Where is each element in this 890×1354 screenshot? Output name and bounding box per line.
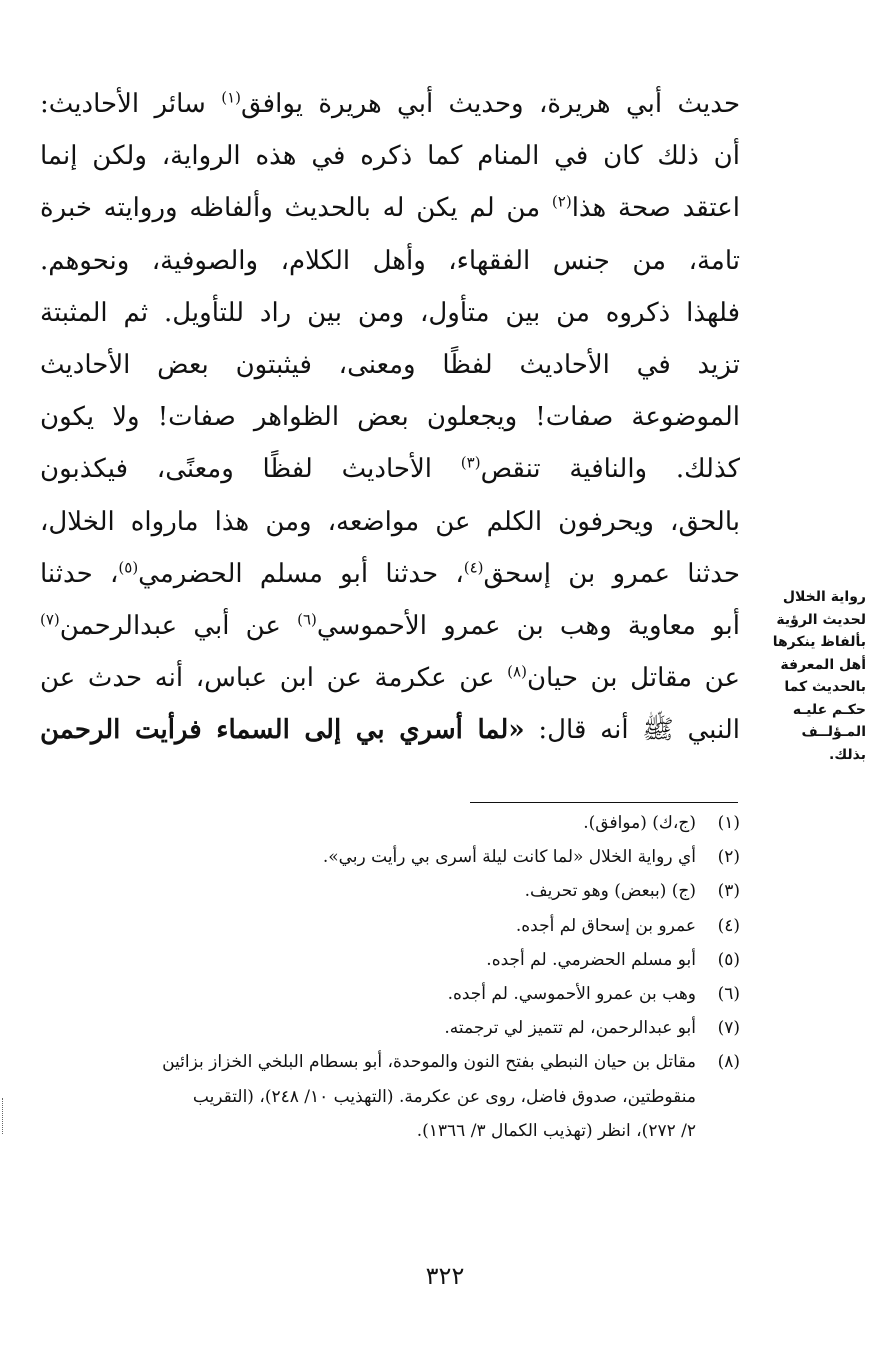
footnote-text: ٢/ ٢٧٢)، انظر (تهذيب الكمال ٣/ ١٣٦٦).: [416, 1120, 696, 1141]
main-text-block: [40, 78, 740, 757]
footnote: [58, 1045, 740, 1148]
footnote-text: (ج) (ببعض) وهو تحريف.: [524, 881, 696, 902]
margin-note-line: بالحديث كما: [784, 679, 866, 695]
footnote-number: (٦): [717, 984, 740, 1005]
footnote: [58, 874, 740, 908]
text-line: الموضوعة صفات! ويجعلون بعض الظواهر صفات! ولا يكون: [40, 402, 740, 433]
footnote-ref[interactable]: (٤): [463, 558, 484, 577]
text-line: اعتقد صحة هذا$^{(٢)}$ من لم يكن له بالحديث وألفاظه وروايته خبرة: [40, 192, 740, 224]
footnote: [58, 909, 740, 943]
hadith-quote: «لما أسري بي إلى السماء فرأيت الرحمن: [40, 715, 525, 746]
footnote-ref[interactable]: (٣): [460, 453, 481, 472]
footnote-separator: [470, 802, 738, 803]
footnote: [58, 806, 740, 840]
text-line: النبي ﷺ أنه قال: «لما أسري بي إلى السماء فرأيت الرحمن: [40, 715, 740, 746]
footnote-ref[interactable]: (٧): [40, 610, 60, 629]
footnote-number: (٣): [717, 881, 740, 902]
text-line: حديث أبي هريرة، وحديث أبي هريرة يوافق$^{(١)}$ سائر الأحاديث:: [40, 88, 740, 119]
margin-note-line: لحديث الرؤية: [776, 611, 866, 628]
footnote-ref[interactable]: (٨): [507, 662, 527, 681]
text-line: تامة، من جنس الفقهاء، وأهل الكلام، والصوفية، ونحوهم.: [40, 245, 740, 276]
footnote-ref[interactable]: (١): [221, 88, 241, 107]
text-line: عن مقاتل بن حيان$^{(٨)}$ عن عكرمة عن ابن عباس، أنه حدث عن: [40, 662, 740, 694]
footnote-text: منقوطتين، صدوق فاضل، روى عن عكرمة. (التهذيب ١٠/ ٢٤٨)، (التقريب: [192, 1086, 696, 1107]
footnote-number: (١): [717, 813, 740, 833]
footnote-ref[interactable]: (٥): [118, 558, 139, 577]
text-line: أبو معاوية وهب بن عمرو الأحموسي$^{(٦)}$ عن أبي عبدالرحمن$^{(٧)}$: [40, 610, 740, 642]
footnote: [58, 1011, 740, 1045]
footnote-text: مقاتل بن حيان النبطي بفتح النون والموحدة، أبو بسطام البلخي الخزاز بزائين: [162, 1052, 696, 1073]
footnote-text: أي رواية الخلال «لما كانت ليلة أسرى بي رأيت ربي».: [322, 847, 696, 868]
margin-note-line: أهل المعرفة: [780, 656, 866, 673]
text-line: أن ذلك كان في المنام كما ذكره في هذه الرواية، ولكن إنما: [40, 141, 740, 172]
margin-note-line: بألفاظ ينكرها: [772, 634, 866, 650]
text-line: تزيد في الأحاديث لفظًا ومعنى، فيثبتون بعض الأحاديث: [40, 350, 740, 381]
scan-edge-mark: [2, 1098, 6, 1134]
footnote-ref[interactable]: (٦): [297, 610, 317, 629]
text-line: فلهذا ذكروه من بين متأول، ومن بين راد للتأويل. ثم المثبتة: [40, 297, 740, 328]
page-number: ٣٢٢: [425, 1262, 465, 1290]
footnote-number: (٨): [717, 1052, 740, 1073]
margin-note: [744, 586, 866, 766]
footnotes: [58, 806, 740, 1148]
footnote: [58, 977, 740, 1011]
text-line: حدثنا عمرو بن إسحق$^{(٤)}$، حدثنا أبو مسلم الحضرمي$^{(٥)}$، حدثنا: [40, 558, 740, 589]
footnote-ref[interactable]: (٢): [551, 192, 572, 211]
text-line: بالحق، ويحرفون الكلم عن مواضعه، ومن هذا مارواه الخلال،: [40, 506, 740, 537]
margin-note-line: رواية الخلال: [782, 589, 866, 605]
footnote-number: (٢): [717, 847, 740, 868]
footnote: [58, 840, 740, 874]
footnote-number: (٧): [717, 1018, 740, 1039]
text-line: كذلك. والنافية تنقص$^{(٣)}$ الأحاديث لفظًا ومعنًى، فيكذبون: [40, 453, 740, 485]
margin-note-line: حكـم عليـه: [792, 701, 866, 718]
footnote-text: أبو عبدالرحمن، لم تتميز لي ترجمته.: [444, 1018, 696, 1039]
footnote-number: (٥): [717, 949, 740, 970]
margin-note-line: المـؤلــف: [801, 724, 866, 740]
footnote-text: عمرو بن إسحاق لم أجده.: [515, 915, 696, 936]
footnote-text: أبو مسلم الحضرمي. لم أجده.: [486, 949, 696, 970]
footnote: [58, 943, 740, 977]
margin-note-line: بذلك.: [829, 746, 866, 763]
footnote-text: وهب بن عمرو الأحموسي. لم أجده.: [447, 984, 696, 1005]
footnote-text: (ج،ك) (موافق).: [583, 813, 696, 833]
footnote-number: (٤): [717, 915, 740, 936]
